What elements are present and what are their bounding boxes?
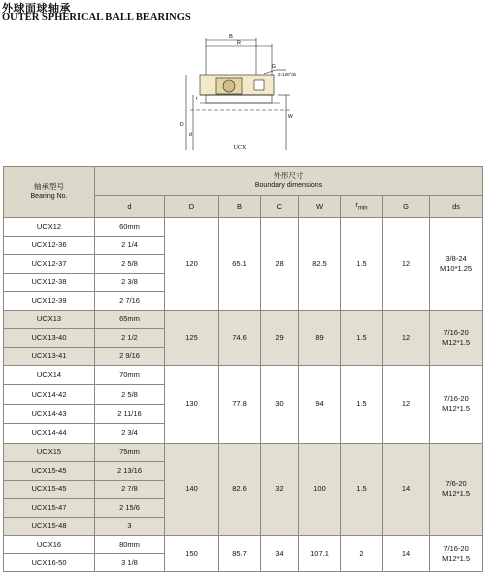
label-W: W — [288, 114, 293, 120]
cell-d: 2 3/8 — [95, 273, 165, 292]
cell-C: 30 — [261, 366, 299, 444]
cell-bearing-no: UCX16-50 — [4, 554, 95, 572]
dimensions-table — [3, 166, 483, 572]
ds-thread-inch: 3/8-24 — [445, 253, 467, 263]
cell-B: 74.6 — [219, 310, 261, 366]
cell-bearing-no: UCX14-42 — [4, 385, 95, 404]
header-W: W — [299, 196, 341, 218]
cell-bearing-no: UCX14-43 — [4, 404, 95, 423]
label-R: R — [237, 40, 241, 47]
cell-D: 130 — [165, 366, 219, 444]
cell-W: 89 — [299, 310, 341, 366]
cell-bearing-no: UCX15-47 — [4, 499, 95, 518]
cell-d: 2 3/4 — [95, 424, 165, 443]
cell-d: 80mm — [95, 536, 165, 554]
cell-B: 82.6 — [219, 443, 261, 536]
table-row — [4, 218, 483, 237]
label-ds: 2-120°ds — [278, 72, 297, 77]
header-boundary-dimensions: 外形尺寸 Boundary dimensions — [95, 167, 483, 196]
cell-C: 34 — [261, 536, 299, 572]
cell-d: 2 9/16 — [95, 347, 165, 366]
cell-d: 70mm — [95, 366, 165, 385]
cell-ds — [430, 218, 483, 311]
cell-bearing-no: UCX15 — [4, 443, 95, 462]
ds-thread-metric: M10*1.25 — [439, 263, 473, 273]
cell-B: 65.1 — [219, 218, 261, 311]
cell-C: 28 — [261, 218, 299, 311]
cell-d: 60mm — [95, 218, 165, 237]
drawing-caption: UCX — [233, 145, 247, 151]
cell-bearing-no: UCX13 — [4, 310, 95, 329]
cell-d: 2 1/2 — [95, 329, 165, 348]
bearing-drawing — [160, 30, 320, 152]
table-row — [4, 443, 483, 462]
table-row — [4, 536, 483, 554]
header-bearing-no: 轴承型号 Bearing No. — [4, 167, 95, 218]
cell-G: 12 — [383, 310, 430, 366]
cell-bearing-no: UCX12 — [4, 218, 95, 237]
cell-ds — [430, 443, 483, 536]
ds-thread-metric: M12*1.5 — [442, 404, 470, 414]
cell-bearing-no: UCX13-41 — [4, 347, 95, 366]
cell-d: 2 13/16 — [95, 462, 165, 481]
table-row — [4, 366, 483, 385]
cell-C: 32 — [261, 443, 299, 536]
cell-B: 77.8 — [219, 366, 261, 444]
cell-W: 107.1 — [299, 536, 341, 572]
cell-d: 2 15/6 — [95, 499, 165, 518]
label-G: G — [272, 64, 276, 70]
cell-d: 2 1/4 — [95, 236, 165, 255]
header-d: d — [95, 196, 165, 218]
cell-bearing-no: UCX14-44 — [4, 424, 95, 443]
cell-r: 1.5 — [341, 310, 383, 366]
cell-D: 140 — [165, 443, 219, 536]
cell-d: 2 11/16 — [95, 404, 165, 423]
cell-d: 2 5/8 — [95, 385, 165, 404]
header-B: B — [219, 196, 261, 218]
label-d: d — [189, 132, 192, 138]
cell-G: 14 — [383, 443, 430, 536]
cell-bearing-no: UCX12-38 — [4, 273, 95, 292]
header-C: C — [261, 196, 299, 218]
cell-r: 2 — [341, 536, 383, 572]
cell-G: 14 — [383, 536, 430, 572]
page-title-cn: 外球面球轴承 — [2, 2, 71, 15]
cell-ds — [430, 536, 483, 572]
header-D: D — [165, 196, 219, 218]
cell-W: 94 — [299, 366, 341, 444]
ds-thread-metric: M12*1.5 — [442, 489, 470, 499]
cell-d: 3 1/8 — [95, 554, 165, 572]
cell-d: 2 7/16 — [95, 292, 165, 311]
page-title-en: OUTER SPHERICAL BALL BEARINGS — [2, 12, 191, 23]
label-B: B — [229, 34, 233, 40]
cell-d: 2 7/8 — [95, 480, 165, 499]
ds-thread-metric: M12*1.5 — [442, 553, 470, 563]
cell-ds — [430, 310, 483, 366]
cell-B: 85.7 — [219, 536, 261, 572]
cell-r: 1.5 — [341, 366, 383, 444]
cell-bearing-no: UCX13-40 — [4, 329, 95, 348]
cell-bearing-no: UCX12-39 — [4, 292, 95, 311]
cell-W: 82.5 — [299, 218, 341, 311]
cell-D: 120 — [165, 218, 219, 311]
label-D: D — [180, 122, 184, 128]
cell-d: 2 5/8 — [95, 255, 165, 274]
cell-bearing-no: UCX16 — [4, 536, 95, 554]
cell-bearing-no: UCX12-36 — [4, 236, 95, 255]
cell-D: 125 — [165, 310, 219, 366]
cell-bearing-no: UCX15-48 — [4, 517, 95, 536]
cell-W: 100 — [299, 443, 341, 536]
ds-thread-inch: 7/16-20 — [443, 394, 469, 404]
cell-d: 75mm — [95, 443, 165, 462]
cell-bearing-no: UCX15-45 — [4, 480, 95, 499]
header-r-min: $r_{min}$ — [341, 196, 383, 218]
label-r: r — [196, 96, 198, 102]
ds-thread-inch: 7/6-20 — [445, 479, 467, 489]
cell-r: 1.5 — [341, 218, 383, 311]
cell-bearing-no: UCX15-45 — [4, 462, 95, 481]
header-G: G — [383, 196, 430, 218]
table-row — [4, 310, 483, 329]
cell-d: 3 — [95, 517, 165, 536]
header-ds: ds — [430, 196, 483, 218]
ds-thread-inch: 7/16-20 — [443, 543, 469, 553]
ds-thread-metric: M12*1.5 — [442, 337, 470, 347]
cell-G: 12 — [383, 366, 430, 444]
cell-d: 65mm — [95, 310, 165, 329]
cell-r: 1.5 — [341, 443, 383, 536]
ds-thread-inch: 7/16-20 — [443, 327, 469, 337]
cell-C: 29 — [261, 310, 299, 366]
cell-bearing-no: UCX12-37 — [4, 255, 95, 274]
cell-D: 150 — [165, 536, 219, 572]
cell-ds — [430, 366, 483, 444]
cell-G: 12 — [383, 218, 430, 311]
cell-bearing-no: UCX14 — [4, 366, 95, 385]
